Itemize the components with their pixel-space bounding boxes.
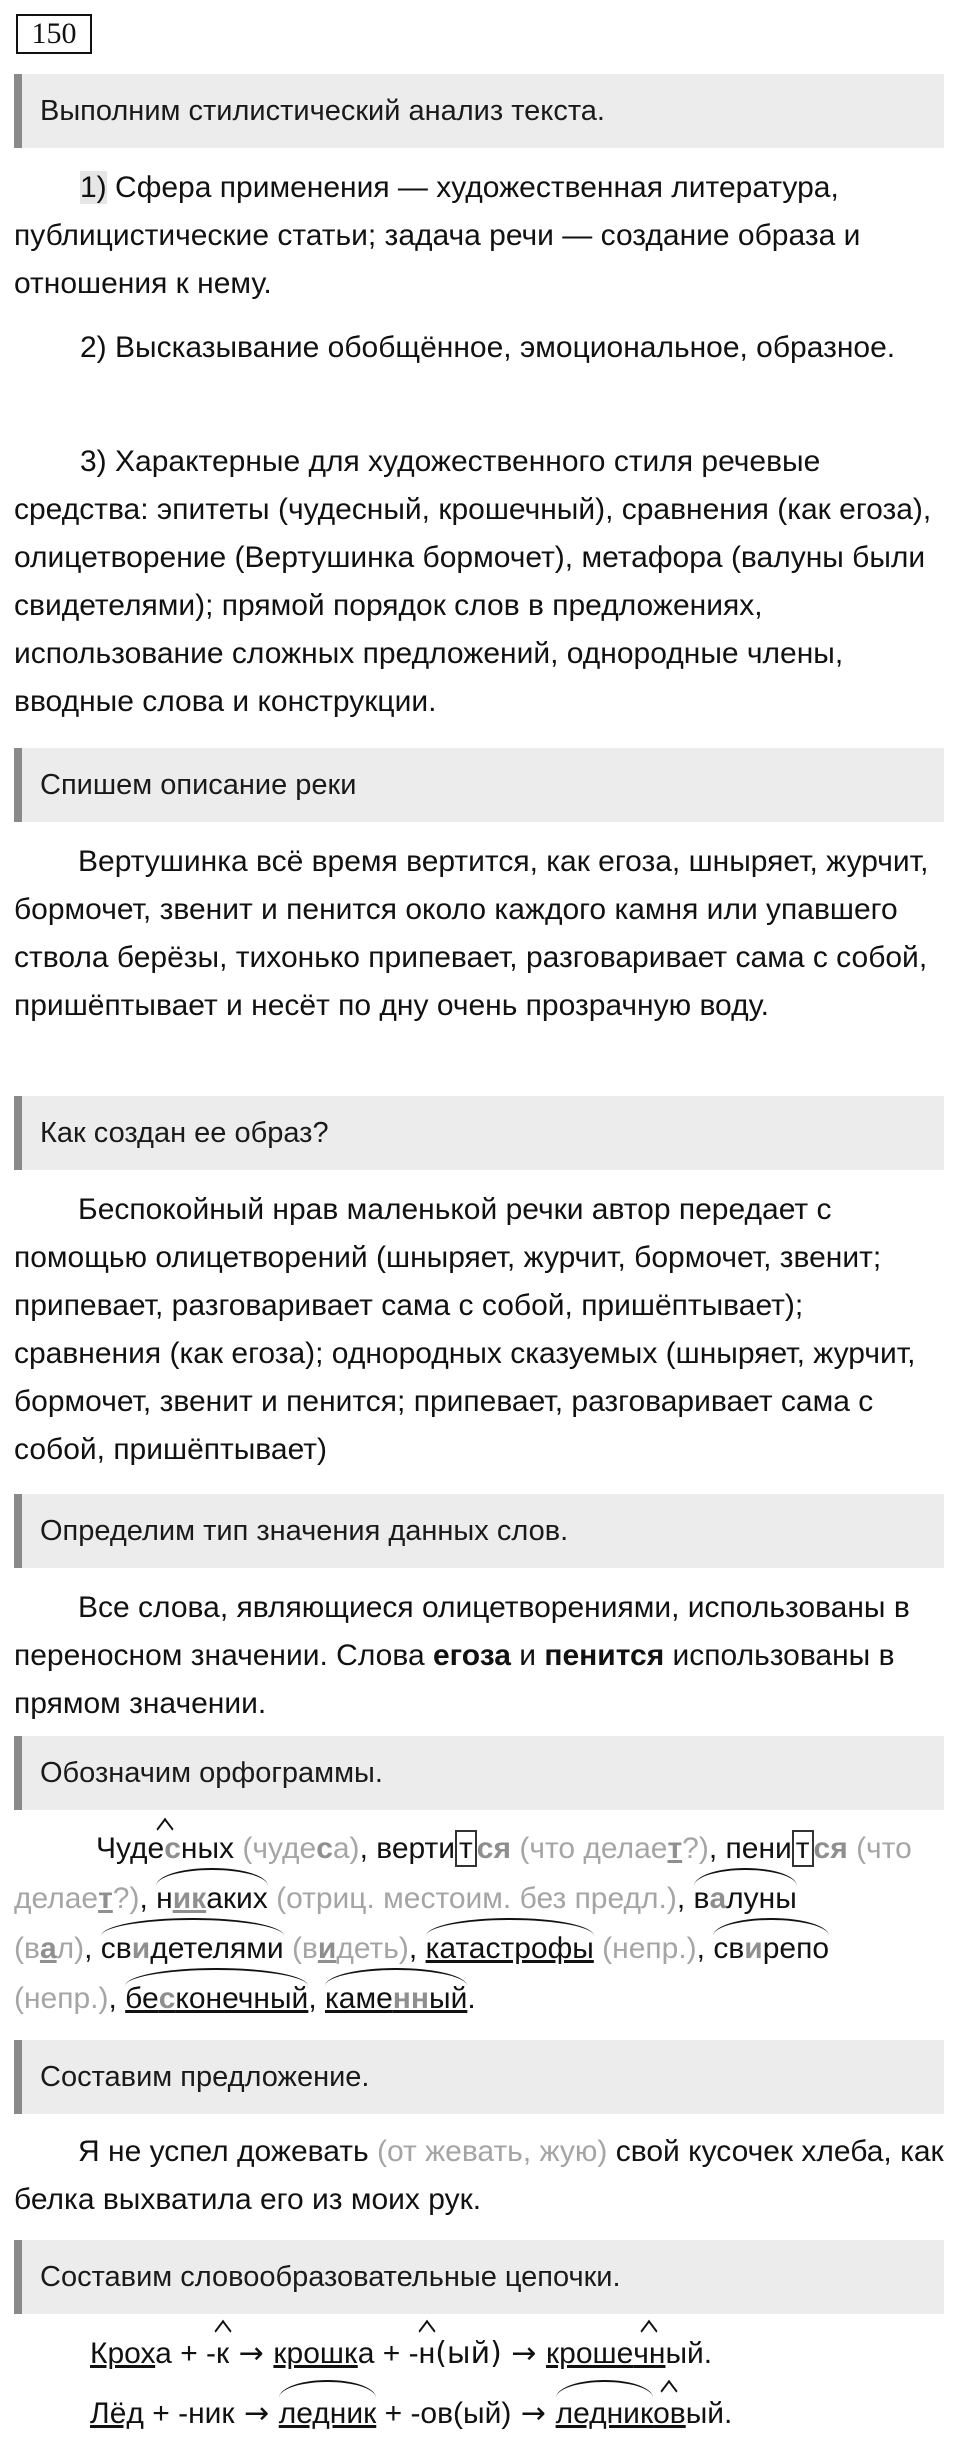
check-word: (непр.) [14, 1982, 109, 2015]
check-word: делает?) [14, 1882, 140, 1915]
spelled-word: верти т ся [376, 1832, 511, 1865]
suffix: чн [633, 2326, 665, 2382]
text-run: использованы в прямом значении. [14, 1639, 895, 1720]
stem: крошк [273, 2337, 358, 2370]
section-header-stylistic-analysis: Выполним стилистический анализ текста. [14, 74, 944, 148]
check-word: (от жевать, жую) [368, 2135, 608, 2168]
suffix: ов [653, 2386, 686, 2442]
item-text: Высказывание обобщённое, эмоциональное, образное. [106, 331, 896, 364]
spelling-line-3: (вал), свидетелями (видеть), катастрофы (непр.), свирепо [14, 1924, 954, 1974]
item-text: Характерные для художественного стиля речевые средства: эпитеты (чудесный, крошечный), сравнения (как егоза), олицетворение (Вертушинка бормочет), метафора (валуны были свидетелями); прямой порядок слов в предложениях, использование сложных предложений, однородные члены, вводные слова и конструкции. [14, 445, 932, 718]
composed-sentence [14, 2128, 944, 2224]
image-creation-text: Беспокойный нрав маленькой речки автор передает с помощью олицетворений (шныряет, журчит, бормочет, звенит; припевает, разговаривает сама с собой, пришёптывает); сравнения (как егоза); однородных сказуемых (шныряет, журчит, бормочет, звенит и пенится; припевает, разговаривает сама с собой, пришёптывает) [14, 1193, 916, 1466]
root: Лёд [90, 2397, 144, 2430]
text-run: свой кусочек хлеба, как белка выхватила его из моих рук. [14, 2135, 944, 2216]
section-header-spelling: Обозначим орфограммы. [14, 1736, 944, 1810]
river-description-text: Вертушинка всё время вертится, как егоза, шныряет, журчит, бормочет, звенит и пенится около каждого камня или упавшего ствола берёзы, тихонько припевает, разговаривает сама с собой, пришёптывает и несёт по дну очень прозрачную воду. [14, 845, 929, 1022]
item-text: Сфера применения — художественная литература, публицистические статьи; задача речи — создание образа и отношения к нему. [14, 171, 861, 300]
stem: кроше [546, 2337, 634, 2370]
task-number: 150 [16, 14, 92, 54]
check-word: (что [847, 1832, 912, 1865]
stem: ледник [556, 2386, 654, 2442]
check-word: (чудеса) [234, 1832, 360, 1865]
check-word: (видеть) [283, 1932, 409, 1965]
section-header-meaning-type: Определим тип значения данных слов. [14, 1494, 944, 1568]
text-run: Все слова, являющиеся олицетворениями, использованы в переносном значении. Слова [14, 1591, 910, 1672]
check-word: (вал) [14, 1932, 85, 1965]
spelled-word: Чудесных [96, 1824, 234, 1874]
section-header-compose-sentence: Составим предложение. [14, 2040, 944, 2114]
analysis-item-2 [14, 324, 944, 372]
text-run: и [510, 1639, 545, 1672]
word-formation-chain-1: Кроха + -к → крошка + -н(ый) → крошечный. [90, 2326, 712, 2382]
section-header-word-formation: Составим словообразовательные цепочки. [14, 2240, 944, 2314]
spelled-word: катастрофы [426, 1924, 594, 1974]
spelled-word: валуны [694, 1874, 797, 1924]
section-header-river-description: Спишем описание реки [14, 748, 944, 822]
section-header-image-creation: Как создан ее образ? [14, 1096, 944, 1170]
meaning-type-text [14, 1584, 944, 1728]
root: Крох [90, 2337, 156, 2370]
bold-word: егоза [433, 1639, 511, 1672]
suffix: н [419, 2326, 436, 2382]
word-formation-chain-2: Лёд + -ник → ледник + -ов(ый) → ледниковый. [90, 2386, 732, 2442]
spelled-word: свирепо [713, 1924, 829, 1974]
item-number: 2) [80, 331, 107, 364]
item-number: 1) [80, 171, 107, 204]
spelled-word: бесконечный [125, 1974, 308, 2024]
analysis-item-3 [14, 438, 944, 726]
text-run: Я не успел доже [78, 2135, 308, 2168]
stem: ледник [279, 2386, 377, 2442]
check-word: (что делает?) [511, 1832, 709, 1865]
spelled-word: свидетелями [101, 1924, 284, 1974]
check-word: (отриц. местоим. без предл.) [267, 1882, 677, 1915]
spelled-word: каменный [325, 1974, 467, 2024]
spelling-line-2: делает?), никаких (отриц. местоим. без предл.), валуны [14, 1874, 954, 1924]
bold-word: пенится [544, 1639, 665, 1672]
analysis-item-1 [14, 164, 944, 308]
check-word: (непр.) [593, 1932, 697, 1965]
suffix: к [216, 2326, 229, 2382]
spelled-word: никаких [156, 1874, 268, 1924]
spelled-word: пени т ся [725, 1832, 848, 1865]
item-number: 3) [80, 445, 107, 478]
spelling-line-4: (непр.), бесконечный, каменный. [14, 1974, 954, 2024]
text-run: вать [307, 2135, 369, 2168]
spelling-line-1: Чудесных (чудеса), верти т ся (что делает?), пени т ся (что [14, 1824, 960, 1874]
